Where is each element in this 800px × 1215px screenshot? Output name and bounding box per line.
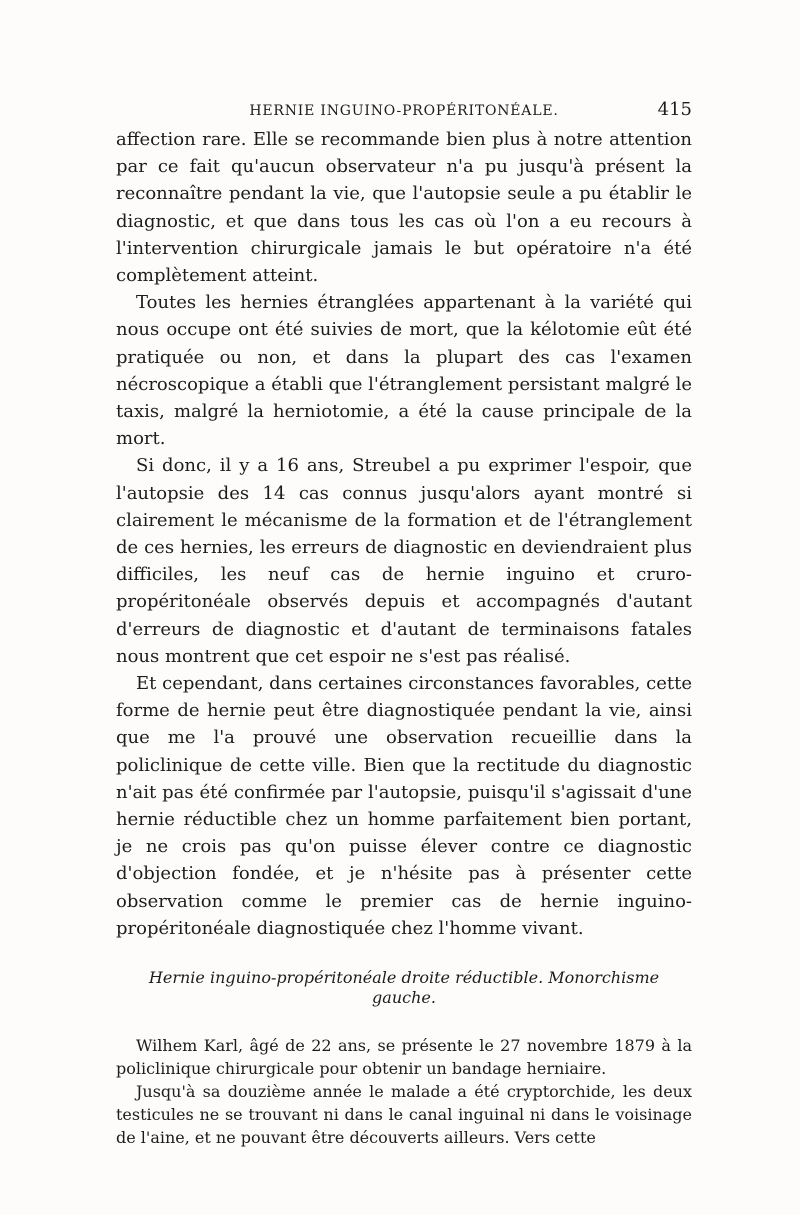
paragraph-4: Et cependant, dans certaines circonstances favorables, cette forme de hernie peut être diagnostiquée pendant la vie, ainsi que me l'a prouvé une observation recueillie dans la policlinique de cette ville. Bien que la rectitude du diagnostic n'ait pas été confirmée par l'autopsie, puisqu'il s'agissait d'une hernie réductible chez un homme parfaitement bien portant, je ne crois pas qu'on puisse élever contre ce diagnostic d'objection fondée, et je n'hésite pas à présenter cette observation comme le premier cas de hernie inguino-propéritonéale diagnostiquée chez l'homme vivant.	[116, 673, 692, 939]
paragraph-1: affection rare. Elle se recommande bien plus à notre attention par ce fait qu'aucun observateur n'a pu jusqu'à présent la reconnaître pendant la vie, que l'autopsie seule a pu établir le diagnostic, et que dans tous les cas où l'on a eu recours à l'intervention chirurgicale jamais le but opératoire n'a été complètement atteint.	[116, 129, 692, 287]
main-text	[116, 126, 692, 942]
observation-paragraph-1: Wilhem Karl, âgé de 22 ans, se présente le 27 novembre 1879 à la policlinique chirurgicale pour obtenir un bandage herniaire.	[116, 1036, 692, 1079]
running-head	[116, 100, 692, 126]
paragraph-2: Toutes les hernies étranglées appartenant à la variété qui nous occupe ont été suivies de mort, que la kélotomie eût été pratiquée ou non, et dans la plupart des cas l'examen nécroscopique a établi que l'étranglement persistant malgré le taxis, malgré la herniotomie, a été la cause principale de la mort.	[116, 292, 692, 450]
observation-text	[116, 1034, 692, 1149]
book-page	[116, 100, 692, 1149]
paragraph-3: Si donc, il y a 16 ans, Streubel a pu exprimer l'espoir, que l'autopsie des 14 cas connus jusqu'alors ayant montré si clairement le mécanisme de la formation et de l'étranglement de ces hernies, les erreurs de diagnostic en deviendraient plus difficiles, les neuf cas de hernie inguino et cruro-propéritonéale observés depuis et accompagnés d'autant d'erreurs de diagnostic et d'autant de terminaisons fatales nous montrent que cet espoir ne s'est pas réalisé.	[116, 455, 692, 667]
running-title: HERNIE INGUINO-PROPÉRITONÉALE.	[249, 103, 559, 119]
observation-paragraph-2: Jusqu'à sa douzième année le malade a été cryptorchide, les deux testicules ne se trouvant ni dans le canal inguinal ni dans le voisinage de l'aine, et ne pouvant être découverts ailleurs. Vers cette	[116, 1082, 692, 1148]
page-number: 415	[657, 99, 692, 120]
observation-title: Hernie inguino-propéritonéale droite réductible. Monorchisme gauche.	[148, 968, 660, 1008]
